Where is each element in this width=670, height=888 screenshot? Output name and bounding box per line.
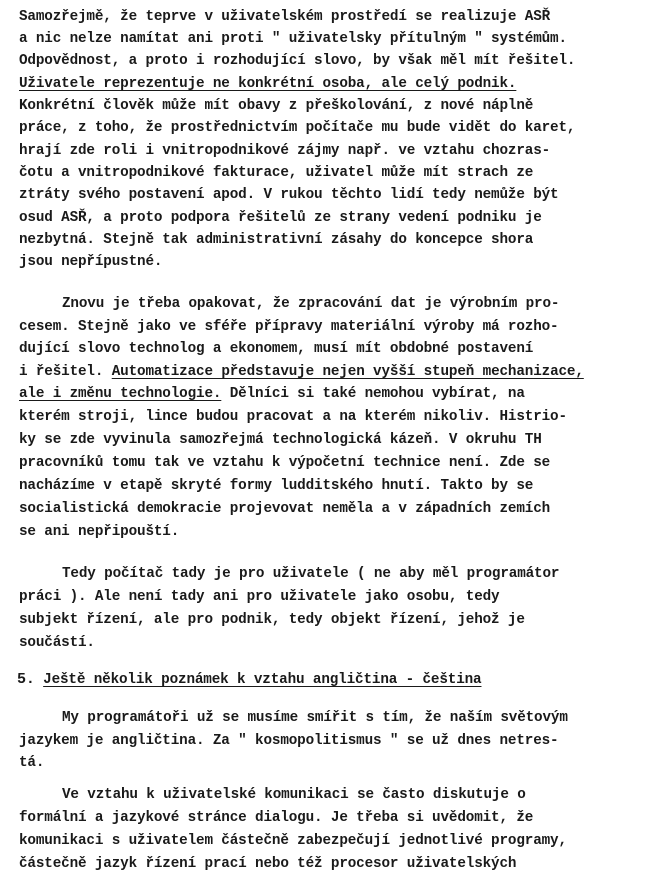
paragraph-2-line-3: dující slovo technolog a ekonomem, musí mít obdobné postavení (19, 341, 534, 357)
paragraph-3-line-1: Tedy počítač tady je pro uživatele ( ne aby měl programátor (62, 566, 560, 582)
paragraph-4-line-3: tá. (19, 755, 45, 771)
paragraph-5-line-1: Ve vztahu k uživatelské komunikaci se často diskutuje o (62, 787, 526, 803)
section-5-heading (17, 669, 481, 691)
paragraph-4-line-1: My programátoři už se musíme smířit s tím, že naším světovým (62, 710, 568, 726)
paragraph-2-line-1: Znovu je třeba opakovat, že zpracování dat je výrobním pro- (62, 296, 560, 312)
paragraph-2-line-6: kterém stroji, lince budou pracovat a na kterém nikoliv. Histrio- (19, 409, 567, 425)
paragraph-2-line-11: se ani nepřipouští. (19, 524, 180, 540)
paragraph-3-line-4: součástí. (19, 635, 95, 651)
paragraph-2-underlined-statement-part-1: Automatizace představuje nejen vyšší stupeň mechanizace, (111, 364, 584, 380)
paragraph-2-line-4-start: i řešitel. (19, 364, 112, 380)
paragraph-2-line-5-end: Dělníci si také nemohou vybírat, na (221, 386, 525, 402)
paragraph-1-line-5: Konkrétní člověk může mít obavy z přeškolování, z nové náplně (19, 98, 534, 114)
paragraph-1-line-4: Uživatele reprezentuje ne konkrétní osoba, ale celý podnik. (19, 76, 517, 92)
paragraph-1-line-10: osud ASŘ, a proto podpora řešitelů ze strany vedení podniku je (19, 210, 542, 226)
paragraph-2-line-5 (19, 383, 525, 405)
paragraph-1-line-3: Odpovědnost, a proto i rozhodující slovo, by však měl mít řešitel. (19, 53, 576, 69)
paragraph-1-line-7: hrají zde roli i vnitropodnikové zájmy např. ve vztahu chozras- (19, 143, 551, 159)
paragraph-1-line-8: čotu a vnitropodnikové fakturace, uživatel může mít strach ze (19, 165, 534, 181)
paragraph-5-line-2: formální a jazykové stránce dialogu. Je třeba si uvědomit, že (19, 810, 534, 826)
paragraph-3-line-2: práci ). Ale není tady ani pro uživatele jako osobu, tedy (19, 589, 500, 605)
paragraph-1-line-11: nezbytná. Stejně tak administrativní zásahy do koncepce shora (19, 232, 534, 248)
paragraph-1-line-12: jsou nepřípustné. (19, 254, 163, 270)
paragraph-4-line-2: jazykem je angličtina. Za " kosmopolitismus " se už dnes netres- (19, 733, 559, 749)
section-5-title: Ještě několik poznámek k vztahu angličtina - čeština (43, 672, 482, 688)
paragraph-2-line-7: ky se zde vyvinula samozřejmá technologická kázeň. V okruhu TH (19, 432, 542, 448)
paragraph-1-line-6: práce, z toho, že prostřednictvím počítače mu bude vidět do karet, (19, 120, 576, 136)
paragraph-2-line-10: socialistická demokracie projevovat neměla a v západních zemích (19, 501, 551, 517)
paragraph-2-line-2: cesem. Stejně jako ve sféře přípravy materiální výroby má rozho- (19, 319, 559, 335)
paragraph-2-line-4 (19, 361, 584, 383)
paragraph-1-line-2: a nic nelze namítat ani proti " uživatelsky přítulným " systémům. (19, 31, 567, 47)
paragraph-3-line-3: subjekt řízení, ale pro podnik, tedy objekt řízení, jehož je (19, 612, 525, 628)
paragraph-2-line-8: pracovníků tomu tak ve vztahu k výpočetní technice není. Zde se (19, 455, 551, 471)
paragraph-1-line-1: Samozřejmě, že teprve v uživatelském prostředí se realizuje ASŘ (19, 9, 551, 25)
paragraph-2-underlined-statement-part-2: ale i změnu technologie. (19, 386, 222, 402)
paragraph-5-line-4: částečně jazyk řízení prací nebo též procesor uživatelských (19, 856, 517, 872)
paragraph-2-line-9: nacházíme v etapě skryté formy ludditského hnutí. Takto by se (19, 478, 534, 494)
section-5-number: 5. (17, 671, 35, 688)
paragraph-5-line-3: komunikaci s uživatelem částečně zabezpečují jednotlivé programy, (19, 833, 567, 849)
paragraph-1-line-9: ztráty svého postavení apod. V rukou těchto lidí tedy nemůže být (19, 187, 559, 203)
